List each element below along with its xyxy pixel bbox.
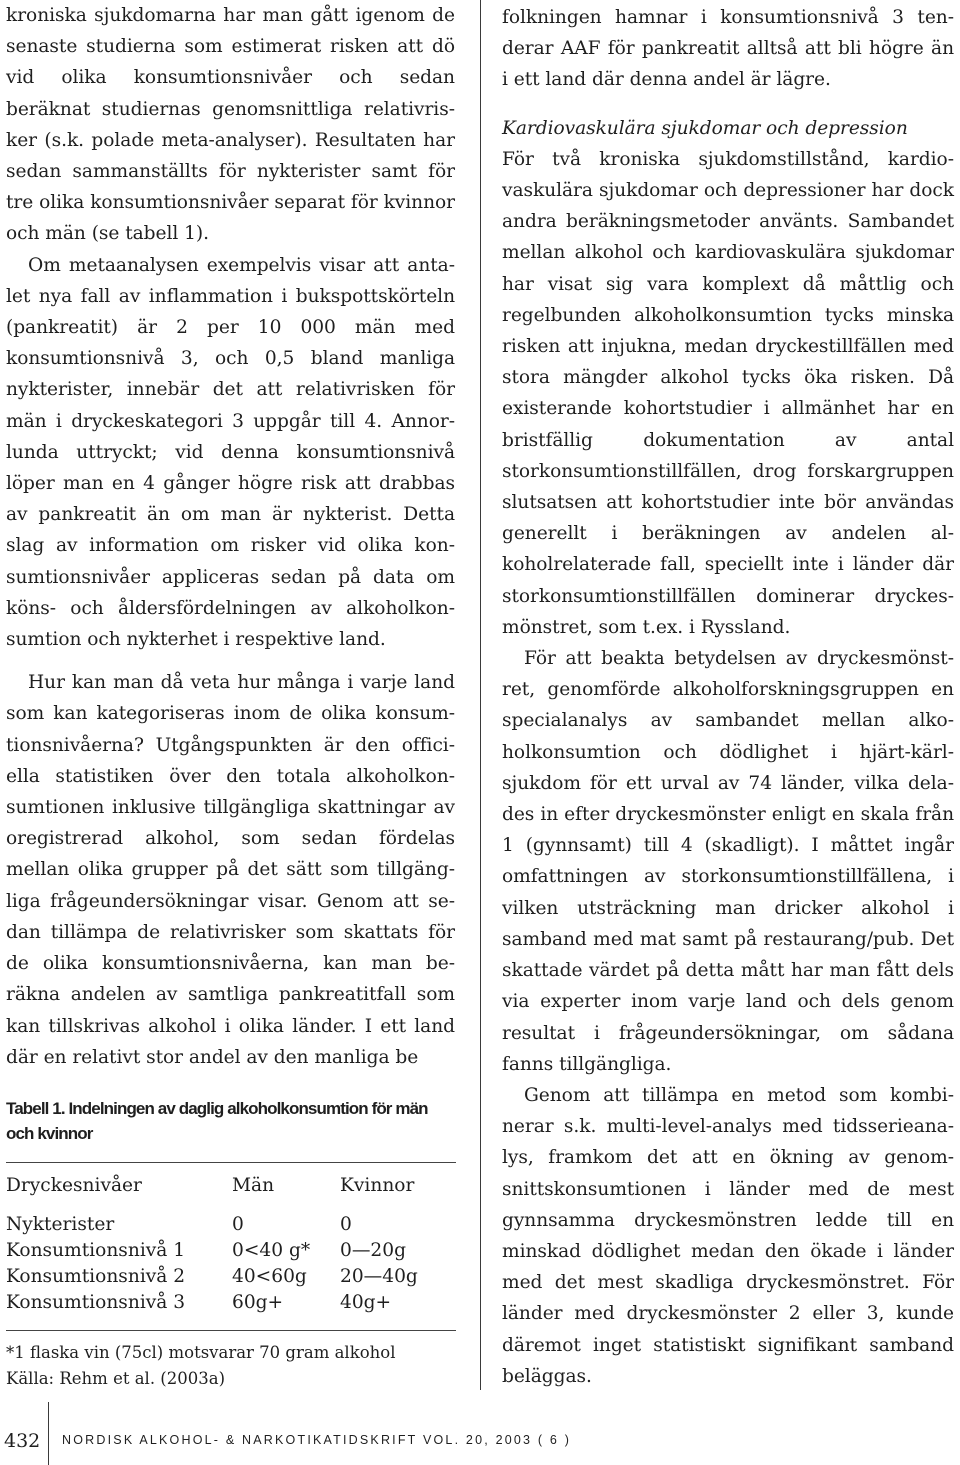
table-bottom-rule <box>6 1330 456 1331</box>
table-cell: 0<40 g* <box>232 1240 311 1261</box>
table-header-row <box>6 1173 456 1199</box>
table-cell: 0—20g <box>340 1240 406 1261</box>
table-source: Källa: Rehm et al. (2003a) <box>6 1369 226 1388</box>
table-row <box>6 1238 456 1264</box>
table-row <box>6 1290 456 1316</box>
paragraph: För två kroniska sjukdomstillstånd, kardiovaskulära sjukdomar och depressioner har dock andra beräkningsmetoder använts. Sambandet mellan alkohol och kardiovaskulära sjukdomar har visat sig vara komplext då måttlig och regelbunden alkoholkonsumtion tycks minska risken att injukna, medan dryckestillfällen med stora mängder alkohol tycks öka risken. Då existerande kohortstudier i allmänhet har en bristfällig dokumentation av antal storkonsumtionstillfällen, drog forskargruppen slutsatsen att kohortstudier inte bör användas generellt i beräkningen av andelen alkoholrelaterade fall, speciellt inte i länder där storkonsumtionstillfällen dominerar dryckesmönstret, som t.ex. i Ryssland. <box>502 148 954 638</box>
table-header-cell: Dryckesnivåer <box>6 1175 142 1196</box>
table-header-cell: Män <box>232 1175 275 1196</box>
table-cell: 60g+ <box>232 1292 284 1313</box>
table-title: Tabell 1. Indelningen av daglig alkoholkonsumtion för män och kvinnor <box>6 1099 428 1143</box>
paragraph: För att beakta betydelsen av dryckesmönstret, genomförde alkoholforskningsgruppen en specialanalys av sambandet mellan alkoholkonsumtion och dödlighet i hjärt-kärlsjukdom för ett urval av 74 länder, vilka delades in efter dryckesmönster enligt en skala från 1 (gynnsamt) till 4 (skadligt). I måttet ingår omfattningen av storkonsumtionstillfällena, i vilken utsträckning man dricker alkohol i samband med mat samt på restaurang/pub. Det skattade värdet på detta mått har man fått dels via experter inom varje land och dels genom resultat i frågeundersökningar, om sådana fanns tillgängliga. <box>502 648 954 1075</box>
journal-running-footer: NORDISK ALKOHOL- & NARKOTIKATIDSKRIFT VOL. 20, 2003 ( 6 ) <box>62 1433 572 1447</box>
table-cell: 0 <box>340 1214 352 1235</box>
table-notes <box>6 1340 456 1392</box>
paragraph: kroniska sjukdomarna har man gått igenom de senaste studierna som estimerat risken att dö vid olika konsumtionsnivåer och sedan beräknat studiernas genomsnittliga relativrisker (s.k. polade meta-analyser). Resultaten har sedan sammanställts för nykterister samt för tre olika konsumtionsnivåer separat för kvinnor och män (se tabell 1). <box>6 5 455 245</box>
column-divider <box>480 0 481 1390</box>
table-row <box>6 1264 456 1290</box>
right-column <box>502 2 954 1392</box>
table-cell: 40g+ <box>340 1292 392 1313</box>
table-cell: Konsumtionsnivå 1 <box>6 1240 186 1261</box>
table-cell: Nykterister <box>6 1214 115 1235</box>
table-row <box>6 1212 456 1238</box>
footer-divider <box>48 1402 49 1465</box>
table-body <box>6 1212 456 1316</box>
table-footnote: *1 flaska vin (75cl) motsvarar 70 gram alkohol <box>6 1343 396 1362</box>
table-header-cell: Kvinnor <box>340 1175 415 1196</box>
paragraph: Om metaanalysen exempelvis visar att antalet nya fall av inflammation i bukspottskörteln (pankreatit) är 2 per 10 000 män med konsumtionsnivå 3, och 0,5 bland manliga nykterister, innebär det att relativrisken för män i dryckeskategori 3 uppgår till 4. Annorlunda uttryckt; vid denna konsumtionsnivå löper man en 4 gånger högre risk att drabbas av pankreatit än om man är nykterist. Detta slag av information om risker vid olika konsumtionsnivåer appliceras sedan på data om köns- och åldersfördelningen av alkoholkonsumtion och nykterhet i respektive land. <box>6 254 455 651</box>
paragraph: folkningen hamnar i konsumtionsnivå 3 tenderar AAF för pankreatit alltså att bli högre än i ett land där denna andel är lägre. <box>502 7 954 91</box>
table-cell: 20—40g <box>340 1266 418 1287</box>
paragraph: Hur kan man då veta hur många i varje land som kan kategoriseras inom de olika konsumtionsnivåerna? Utgångspunkten är den officiella statistiken över den totala alkoholkonsumtionen inklusive tillgängliga skattningar av oregistrerad alkohol, som sedan fördelas mellan olika grupper på det sätt som tillgängliga frågeundersökningar visar. Genom att sedan tillämpa de relativrisker som skattats för de olika konsumtionsnivåerna, kan man beräkna andelen av samtliga pankreatitfall som kan tillskrivas alkohol i olika länder. I ett land där en relativt stor andel av den manliga be <box>6 672 455 1068</box>
table-cell: Konsumtionsnivå 2 <box>6 1266 186 1287</box>
table-top-rule <box>6 1162 456 1163</box>
table-cell: Konsumtionsnivå 3 <box>6 1292 186 1313</box>
table-cell: 0 <box>232 1214 244 1235</box>
table-cell: 40<60g <box>232 1266 307 1287</box>
paragraph: Genom att tillämpa en metod som kombinerar s.k. multi-level-analys med tidsserieanalys, framkom det att en ökning av genomsnittskonsumtionen i länder med de mest gynnsamma dryckesmönstren ledde till en minskad dödlighet medan den ökade i länder med det mest skadliga dryckesmönstret. För länder med dryckesmönster 2 eller 3, kunde däremot inget statistiskt signifikant samband beläggas. <box>502 1084 954 1387</box>
table-1 <box>6 1096 456 1392</box>
section-subheading: Kardiovaskulära sjukdomar och depression <box>502 117 908 139</box>
left-column <box>6 0 455 1073</box>
page-number: 432 <box>4 1430 41 1452</box>
